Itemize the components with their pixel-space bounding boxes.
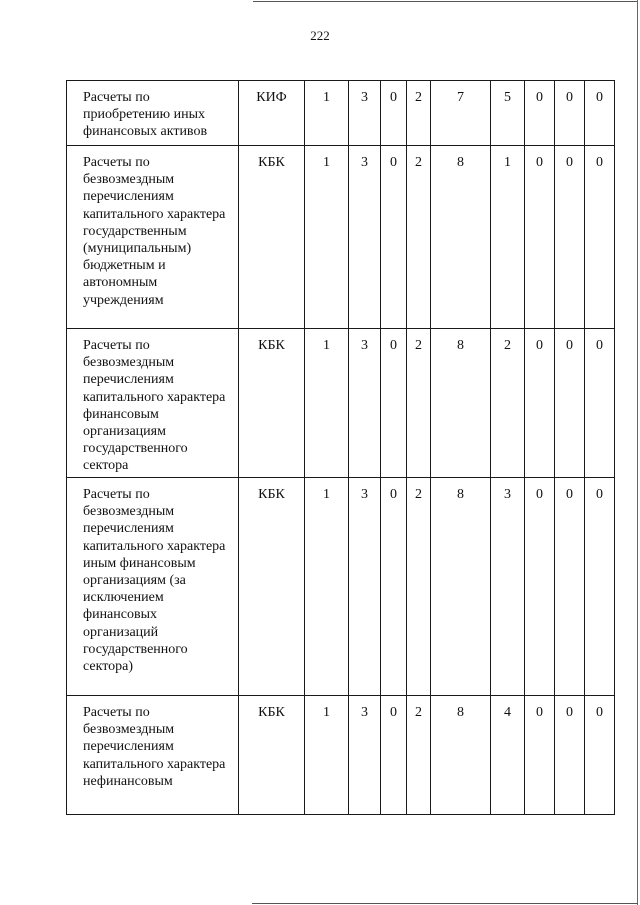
code-digit: 0 [381, 81, 407, 146]
page-number: 222 [310, 28, 330, 43]
scan-top-edge [253, 1, 637, 2]
table-row [67, 81, 615, 146]
code-digit: 0 [555, 146, 585, 329]
account-name: Расчеты по безвозмездным перечислениям капитального характера иным финансовым организациям (за исключением финансовых организаций государственного сектора) [67, 478, 239, 696]
code-digit: 0 [555, 329, 585, 478]
code-digit: 1 [305, 696, 349, 815]
code-digit: 3 [349, 478, 381, 696]
code-digit: 0 [585, 146, 615, 329]
code-digit: 3 [349, 81, 381, 146]
code-digit: 0 [585, 329, 615, 478]
code-digit: 0 [381, 696, 407, 815]
code-digit: 3 [491, 478, 525, 696]
code-digit: 0 [585, 478, 615, 696]
code-digit: 0 [525, 81, 555, 146]
code-digit: 3 [349, 329, 381, 478]
code-digit: 1 [305, 478, 349, 696]
code-type: КБК [239, 696, 305, 815]
code-digit: 2 [407, 478, 431, 696]
accounts-table-body [67, 81, 615, 815]
code-digit: 0 [381, 146, 407, 329]
code-digit: 0 [381, 478, 407, 696]
code-digit: 0 [525, 696, 555, 815]
code-digit: 0 [585, 696, 615, 815]
code-digit: 5 [491, 81, 525, 146]
code-digit: 3 [349, 146, 381, 329]
code-digit: 8 [431, 146, 491, 329]
code-digit: 1 [491, 146, 525, 329]
code-digit: 0 [381, 329, 407, 478]
code-type: КБК [239, 478, 305, 696]
code-digit: 3 [349, 696, 381, 815]
code-digit: 1 [305, 146, 349, 329]
code-type: КБК [239, 329, 305, 478]
code-digit: 2 [491, 329, 525, 478]
table-row [67, 146, 615, 329]
code-digit: 2 [407, 696, 431, 815]
code-digit: 2 [407, 81, 431, 146]
code-digit: 0 [555, 81, 585, 146]
code-digit: 0 [525, 478, 555, 696]
code-digit: 4 [491, 696, 525, 815]
code-digit: 1 [305, 329, 349, 478]
code-digit: 0 [525, 146, 555, 329]
account-name: Расчеты по безвозмездным перечислениям капитального характера нефинансовым [67, 696, 239, 815]
code-digit: 0 [585, 81, 615, 146]
code-digit: 0 [555, 478, 585, 696]
table-row [67, 478, 615, 696]
code-digit: 0 [555, 696, 585, 815]
account-name: Расчеты по безвозмездным перечислениям капитального характера государственным (муниципальным) бюджетным и автономным учреждениям [67, 146, 239, 329]
scan-right-edge [637, 0, 638, 905]
scan-bottom-edge [252, 903, 638, 904]
account-name: Расчеты по приобретению иных финансовых активов [67, 81, 239, 146]
account-name: Расчеты по безвозмездным перечислениям капитального характера финансовым организациям государственного сектора [67, 329, 239, 478]
code-type: КБК [239, 146, 305, 329]
code-digit: 1 [305, 81, 349, 146]
code-digit: 2 [407, 146, 431, 329]
code-digit: 7 [431, 81, 491, 146]
accounts-table [66, 80, 615, 815]
code-digit: 8 [431, 329, 491, 478]
code-digit: 8 [431, 478, 491, 696]
code-type: КИФ [239, 81, 305, 146]
code-digit: 8 [431, 696, 491, 815]
table-row [67, 329, 615, 478]
code-digit: 0 [525, 329, 555, 478]
table-row [67, 696, 615, 815]
code-digit: 2 [407, 329, 431, 478]
